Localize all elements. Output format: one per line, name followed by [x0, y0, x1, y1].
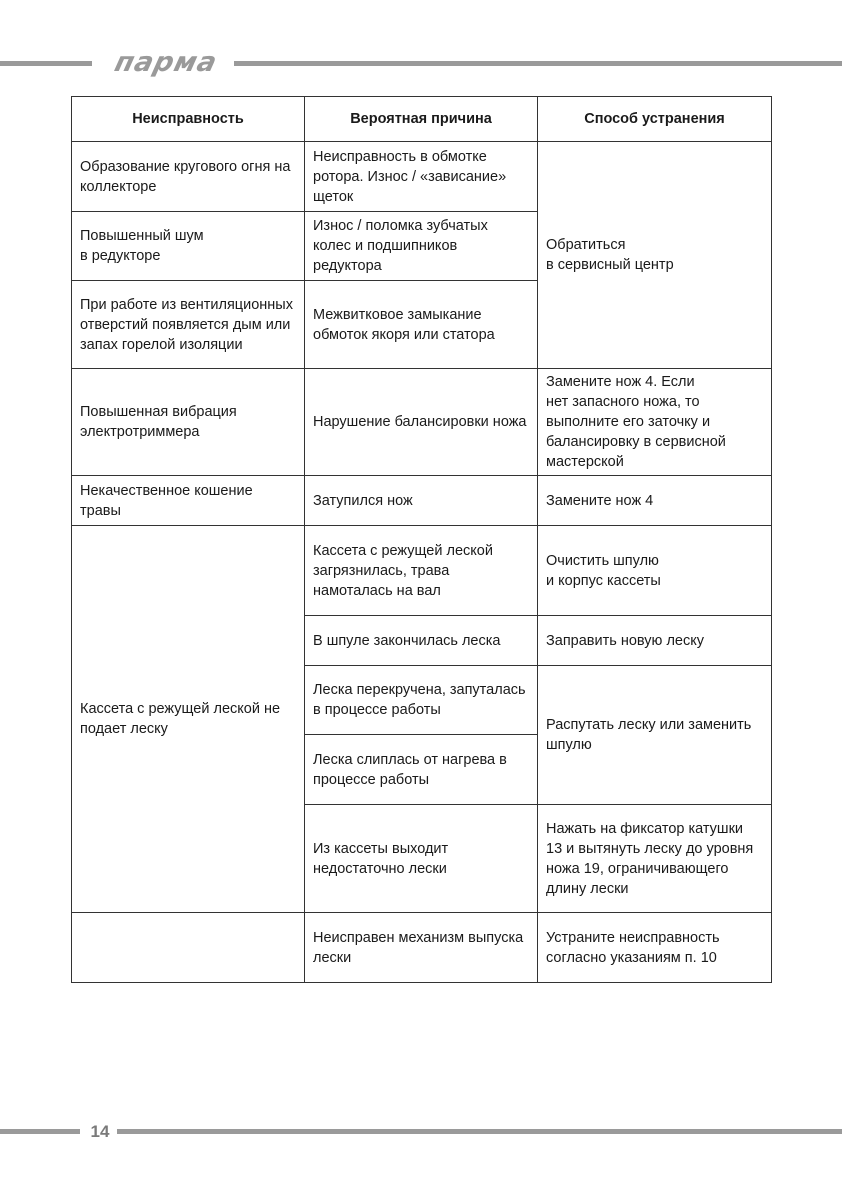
footer-rule-left: [0, 1129, 80, 1134]
header-rule-right: [234, 61, 842, 66]
cause-cell: Нарушение балансировки ножа: [305, 369, 538, 476]
cause-cell: Кассета с режущей леской загрязнилась, трава намоталась на вал: [305, 526, 538, 616]
solution-cell: Распутать леску или заменить шпулю: [538, 666, 772, 805]
problem-cell: При работе из вентиляционных отверстий появляется дым или запах горелой изоляции: [72, 281, 305, 369]
header-solution: Способ устранения: [538, 97, 772, 142]
page-number: 14: [90, 1122, 110, 1141]
problem-cell: Кассета с режущей леской не подает леску: [72, 526, 305, 913]
problem-cell: Повышенная вибрация электротриммера: [72, 369, 305, 476]
cause-cell: В шпуле закончилась леска: [305, 616, 538, 666]
table-row: [72, 369, 772, 476]
brand-logo: парма: [111, 47, 221, 78]
cause-cell: Неисправен механизм выпуска лески: [305, 913, 538, 983]
problem-cell: Повышенный шум в редукторе: [72, 212, 305, 281]
cause-cell: Межвитковое замыкание обмоток якоря или статора: [305, 281, 538, 369]
table-row: [72, 913, 772, 983]
solution-cell: Замените нож 4: [538, 476, 772, 526]
problem-cell: Образование кругового огня на коллекторе: [72, 142, 305, 212]
table-row: [72, 526, 772, 616]
solution-cell: Обратиться в сервисный центр: [538, 142, 772, 369]
solution-cell: Устраните неисправность согласно указаниям п. 10: [538, 913, 772, 983]
cause-cell: Леска слиплась от нагрева в процессе работы: [305, 735, 538, 805]
solution-cell: Нажать на фиксатор катушки 13 и вытянуть леску до уровня ножа 19, ограничивающего длину лески: [538, 805, 772, 913]
cause-cell: Износ / поломка зубчатых колес и подшипников редуктора: [305, 212, 538, 281]
header-rule-left: [0, 61, 92, 66]
solution-cell: Замените нож 4. Если нет запасного ножа, то выполните его заточку и балансировку в сервисной мастерской: [538, 369, 772, 476]
problem-cell: Некачественное кошение травы: [72, 476, 305, 526]
cause-cell: Из кассеты выходит недостаточно лески: [305, 805, 538, 913]
cause-cell: Леска перекручена, запуталась в процессе работы: [305, 666, 538, 735]
problem-cell: [72, 913, 305, 983]
solution-cell: Очистить шпулю и корпус кассеты: [538, 526, 772, 616]
table-row: [72, 476, 772, 526]
cause-cell: Неисправность в обмотке ротора. Износ / «зависание» щеток: [305, 142, 538, 212]
cause-cell: Затупился нож: [305, 476, 538, 526]
header-cause: Вероятная причина: [305, 97, 538, 142]
footer-rule-right: [117, 1129, 842, 1134]
solution-cell: Заправить новую леску: [538, 616, 772, 666]
table-header-row: [72, 97, 772, 142]
table-row: [72, 142, 772, 212]
troubleshooting-table: [71, 96, 772, 983]
header-problem: Неисправность: [72, 97, 305, 142]
